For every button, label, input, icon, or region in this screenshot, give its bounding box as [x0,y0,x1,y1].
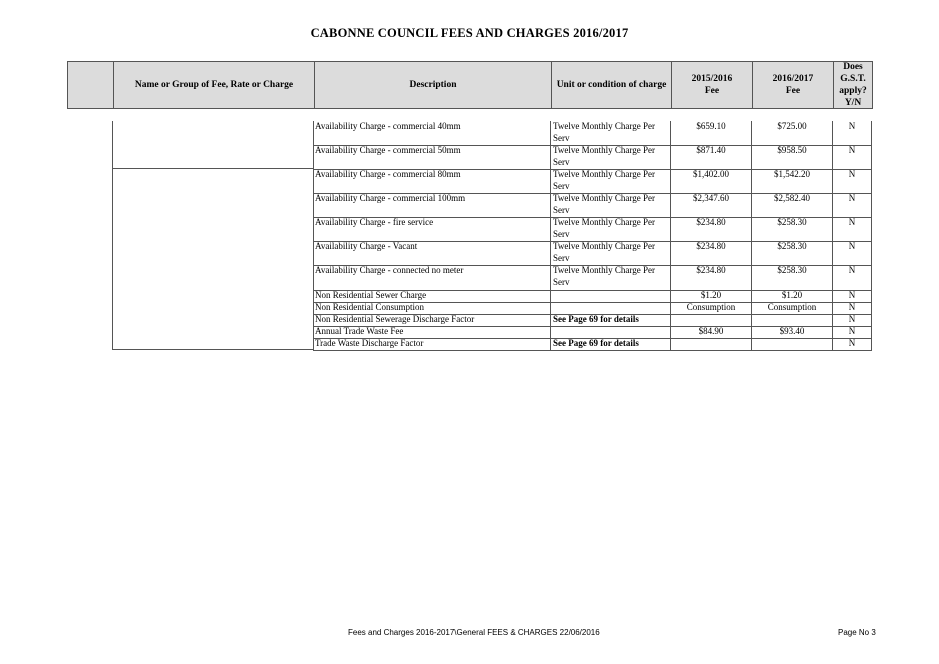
header-description: Description [314,62,551,108]
row-description: Annual Trade Waste Fee [313,326,550,338]
row-fee-2016: $2,582.40 [751,193,832,217]
row-fee-2016: $1.20 [751,290,832,302]
table-row [0,193,939,217]
row-gst: N [832,290,872,302]
row-description: Availability Charge - fire service [313,217,550,241]
row-fee-2016: $958.50 [751,145,832,169]
table-row [0,145,939,169]
group-border-line [112,168,313,169]
row-description: Availability Charge - Vacant [313,241,550,265]
row-unit [550,290,670,302]
row-fee-2016 [751,314,832,326]
row-description: Availability Charge - commercial 40mm [313,121,550,145]
row-unit: Twelve Monthly Charge Per Serv [550,265,670,290]
row-gst: N [832,121,872,145]
row-fee-2015: $1,402.00 [670,169,751,193]
header-name: Name or Group of Fee, Rate or Charge [113,62,314,108]
row-fee-2015: $84.90 [670,326,751,338]
row-gst: N [832,338,872,350]
group-border-line [112,121,113,350]
table-row [0,265,939,290]
row-fee-2015 [670,338,751,350]
row-fee-2016 [751,338,832,350]
header-gst: Does G.S.T. apply? Y/N [833,62,872,108]
footer-page-number: Page No 3 [838,628,876,637]
row-gst: N [832,314,872,326]
row-fee-2016: $1,542.20 [751,169,832,193]
row-fee-2015: $234.80 [670,265,751,290]
row-fee-2016: $258.30 [751,241,832,265]
row-gst: N [832,169,872,193]
row-fee-2016: $258.30 [751,265,832,290]
table-row [0,121,939,145]
row-divider [313,350,872,351]
row-fee-2015: $2,347.60 [670,193,751,217]
table-row [0,169,939,193]
row-fee-2015: $1.20 [670,290,751,302]
row-fee-2016: $725.00 [751,121,832,145]
row-fee-2015: $234.80 [670,217,751,241]
row-fee-2015: $659.10 [670,121,751,145]
table-row [0,302,939,314]
row-fee-2015: $871.40 [670,145,751,169]
row-fee-2016: $93.40 [751,326,832,338]
header-fee-2016: 2016/2017 Fee [752,62,833,108]
row-unit: Twelve Monthly Charge Per Serv [550,217,670,241]
row-fee-2015 [670,314,751,326]
row-description: Availability Charge - connected no meter [313,265,550,290]
row-unit: See Page 69 for details [550,338,670,350]
row-description: Availability Charge - commercial 80mm [313,169,550,193]
row-description: Availability Charge - commercial 50mm [313,145,550,169]
row-gst: N [832,241,872,265]
row-unit: Twelve Monthly Charge Per Serv [550,169,670,193]
row-gst: N [832,193,872,217]
row-description: Non Residential Consumption [313,302,550,314]
page-title: CABONNE COUNCIL FEES AND CHARGES 2016/2017 [310,26,629,40]
header-blank-cell [68,62,113,108]
table-header [67,61,873,109]
row-gst: N [832,217,872,241]
row-gst: N [832,326,872,338]
table-row [0,241,939,265]
table-row [0,217,939,241]
row-unit: See Page 69 for details [550,314,670,326]
row-gst: N [832,145,872,169]
row-fee-2015: Consumption [670,302,751,314]
row-unit: Twelve Monthly Charge Per Serv [550,121,670,145]
row-unit [550,326,670,338]
table-row [0,290,939,302]
row-description: Trade Waste Discharge Factor [313,338,550,350]
table-row [0,314,939,326]
row-description: Non Residential Sewerage Discharge Factor [313,314,550,326]
row-unit: Twelve Monthly Charge Per Serv [550,241,670,265]
group-border-line [112,349,313,350]
header-fee-2015: 2015/2016 Fee [671,62,752,108]
row-unit [550,302,670,314]
footer-path: Fees and Charges 2016-2017\General FEES & CHARGES 22/06/2016 [348,628,600,637]
header-unit: Unit or condition of charge [551,62,671,108]
row-fee-2016: Consumption [751,302,832,314]
row-gst: N [832,265,872,290]
row-fee-2016: $258.30 [751,217,832,241]
row-unit: Twelve Monthly Charge Per Serv [550,193,670,217]
row-gst: N [832,302,872,314]
row-fee-2015: $234.80 [670,241,751,265]
table-row [0,326,939,338]
row-description: Availability Charge - commercial 100mm [313,193,550,217]
row-description: Non Residential Sewer Charge [313,290,550,302]
row-unit: Twelve Monthly Charge Per Serv [550,145,670,169]
